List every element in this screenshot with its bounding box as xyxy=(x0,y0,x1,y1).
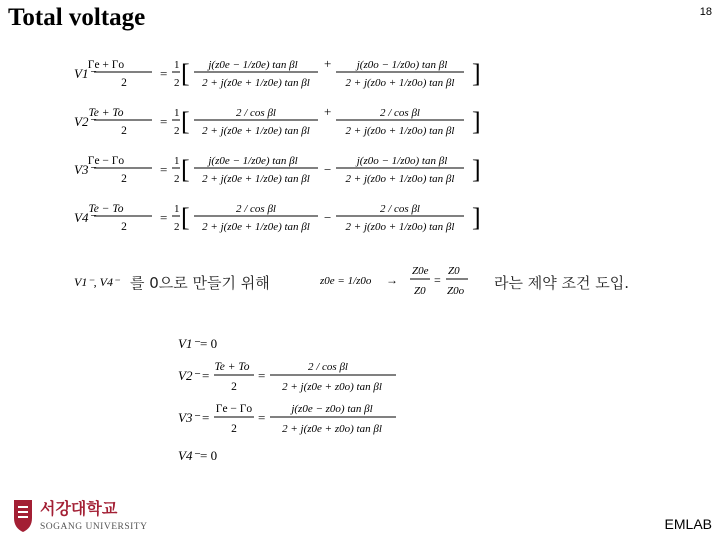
constraint-condition: z0e = 1/z0o xyxy=(320,275,372,287)
svg-text:2: 2 xyxy=(231,423,237,435)
result-v4 xyxy=(178,448,217,463)
svg-text:Te + To: Te + To xyxy=(214,361,250,373)
svg-text:1: 1 xyxy=(174,203,180,215)
eq-lhs: V4⁻ xyxy=(74,210,96,225)
svg-text:=: = xyxy=(202,368,210,383)
eq-prefactor-num: Te + To xyxy=(88,107,124,119)
svg-text:=: = xyxy=(258,368,266,383)
eq-term1-den: 2 + j(z0e + 1/z0e) tan βl xyxy=(202,77,310,89)
logo-english-text: SOGANG UNIVERSITY xyxy=(40,522,148,532)
svg-text:=: = xyxy=(160,162,168,177)
equation-row-v3 xyxy=(74,155,481,185)
svg-text:2: 2 xyxy=(174,173,180,185)
eq-term1-num: 2 / cos βl xyxy=(235,107,277,119)
eq-operator: − xyxy=(324,162,332,177)
page-number: 18 xyxy=(699,6,712,18)
ratio-lhs-den: Z0 xyxy=(414,285,426,297)
logo-korean-text: 서강대학교 xyxy=(40,499,118,518)
eq-operator: − xyxy=(324,210,332,225)
eq-term1-num: j(z0e − 1/z0e) tan βl xyxy=(208,59,298,71)
eq-term1-den: 2 + j(z0e + 1/z0e) tan βl xyxy=(202,173,310,185)
eq-lhs: V3⁻ xyxy=(74,162,96,177)
svg-text:= 0: = 0 xyxy=(200,448,218,463)
svg-text:]: ] xyxy=(472,59,481,88)
eq-prefactor-den: 2 xyxy=(121,173,127,185)
university-logo xyxy=(12,496,152,541)
svg-text:1: 1 xyxy=(174,107,180,119)
svg-text:V4⁻: V4⁻ xyxy=(178,448,200,463)
ratio-rhs-den: Z0o xyxy=(447,285,465,297)
svg-text:V3⁻: V3⁻ xyxy=(178,410,200,425)
ratio-rhs-num: Z0 xyxy=(448,265,460,277)
svg-text:]: ] xyxy=(472,203,481,232)
svg-text:=: = xyxy=(160,210,168,225)
eq-prefactor-den: 2 xyxy=(121,221,127,233)
svg-text:1: 1 xyxy=(174,155,180,167)
eq-lhs: V1⁻ xyxy=(74,66,96,81)
svg-text:2: 2 xyxy=(174,221,180,233)
result-v3 xyxy=(178,403,396,435)
equation-row-v2 xyxy=(74,104,481,137)
svg-text:=: = xyxy=(434,273,441,287)
constraint-arrow: → xyxy=(386,273,398,287)
eq-term2-num: j(z0o − 1/z0o) tan βl xyxy=(356,155,448,167)
constraint-text-before: 를 0으로 만들기 위해 xyxy=(130,274,270,292)
eq-term2-den: 2 + j(z0o + 1/z0o) tan βl xyxy=(345,173,455,185)
svg-text:V2⁻: V2⁻ xyxy=(178,368,200,383)
equation-row-v1 xyxy=(74,56,481,89)
constraint-text-after: 라는 제약 조건 도입. xyxy=(494,274,629,292)
svg-text:1: 1 xyxy=(174,59,180,71)
eq-term2-num: j(z0o − 1/z0o) tan βl xyxy=(356,59,448,71)
svg-text:= 0: = 0 xyxy=(200,336,218,351)
eq-prefactor-num: Γe − Γo xyxy=(87,155,125,167)
result-equations xyxy=(178,332,418,472)
eq-prefactor-num: Te − To xyxy=(88,203,124,215)
svg-text:=: = xyxy=(258,410,266,425)
footer-label: EMLAB xyxy=(664,516,712,532)
result-v2 xyxy=(178,361,396,393)
result-v1 xyxy=(178,336,217,351)
svg-text:[: [ xyxy=(181,155,190,184)
svg-text:]: ] xyxy=(472,155,481,184)
eq-term1-den: 2 + j(z0e + 1/z0e) tan βl xyxy=(202,221,310,233)
svg-text:=: = xyxy=(160,66,168,81)
eq-term2-den: 2 + j(z0o + 1/z0o) tan βl xyxy=(345,221,455,233)
svg-text:Γe − Γo: Γe − Γo xyxy=(215,403,253,415)
eq-term1-num: 2 / cos βl xyxy=(235,203,277,215)
eq-lhs: V2⁻ xyxy=(74,114,96,129)
eq-term2-num: 2 / cos βl xyxy=(379,203,421,215)
eq-term1-num: j(z0e − 1/z0e) tan βl xyxy=(208,155,298,167)
ratio-lhs-num: Z0e xyxy=(412,265,429,277)
svg-text:[: [ xyxy=(181,59,190,88)
svg-text:2: 2 xyxy=(174,125,180,137)
slide-title: Total voltage xyxy=(8,4,146,31)
eq-prefactor-num: Γe + Γo xyxy=(87,59,125,71)
constraint-variables xyxy=(74,268,126,298)
eq-term2-den: 2 + j(z0o + 1/z0o) tan βl xyxy=(345,77,455,89)
svg-text:V1⁻: V1⁻ xyxy=(178,336,200,351)
svg-text:j(z0e − z0o) tan βl: j(z0e − z0o) tan βl xyxy=(291,403,373,415)
svg-text:2 + j(z0e + z0o) tan βl: 2 + j(z0e + z0o) tan βl xyxy=(282,381,382,393)
eq-term1-den: 2 + j(z0e + 1/z0e) tan βl xyxy=(202,125,310,137)
svg-text:=: = xyxy=(202,410,210,425)
eq-operator: + xyxy=(324,104,332,119)
eq-operator: + xyxy=(324,56,332,71)
svg-text:2 + j(z0e + z0o) tan βl: 2 + j(z0e + z0o) tan βl xyxy=(282,423,382,435)
sogang-emblem-icon xyxy=(12,496,152,536)
eq-prefactor-den: 2 xyxy=(121,125,127,137)
svg-text:2 / cos βl: 2 / cos βl xyxy=(307,361,349,373)
equation-row-v4 xyxy=(74,203,481,233)
system-equations xyxy=(72,54,492,244)
constraint-formula xyxy=(320,260,470,304)
svg-text:[: [ xyxy=(181,107,190,136)
svg-text:V1⁻, V4⁻: V1⁻, V4⁻ xyxy=(74,275,120,289)
eq-term2-num: 2 / cos βl xyxy=(379,107,421,119)
svg-text:]: ] xyxy=(472,107,481,136)
svg-text:[: [ xyxy=(181,203,190,232)
svg-text:=: = xyxy=(160,114,168,129)
eq-prefactor-den: 2 xyxy=(121,77,127,89)
eq-term2-den: 2 + j(z0o + 1/z0o) tan βl xyxy=(345,125,455,137)
svg-text:2: 2 xyxy=(174,77,180,89)
svg-text:2: 2 xyxy=(231,381,237,393)
